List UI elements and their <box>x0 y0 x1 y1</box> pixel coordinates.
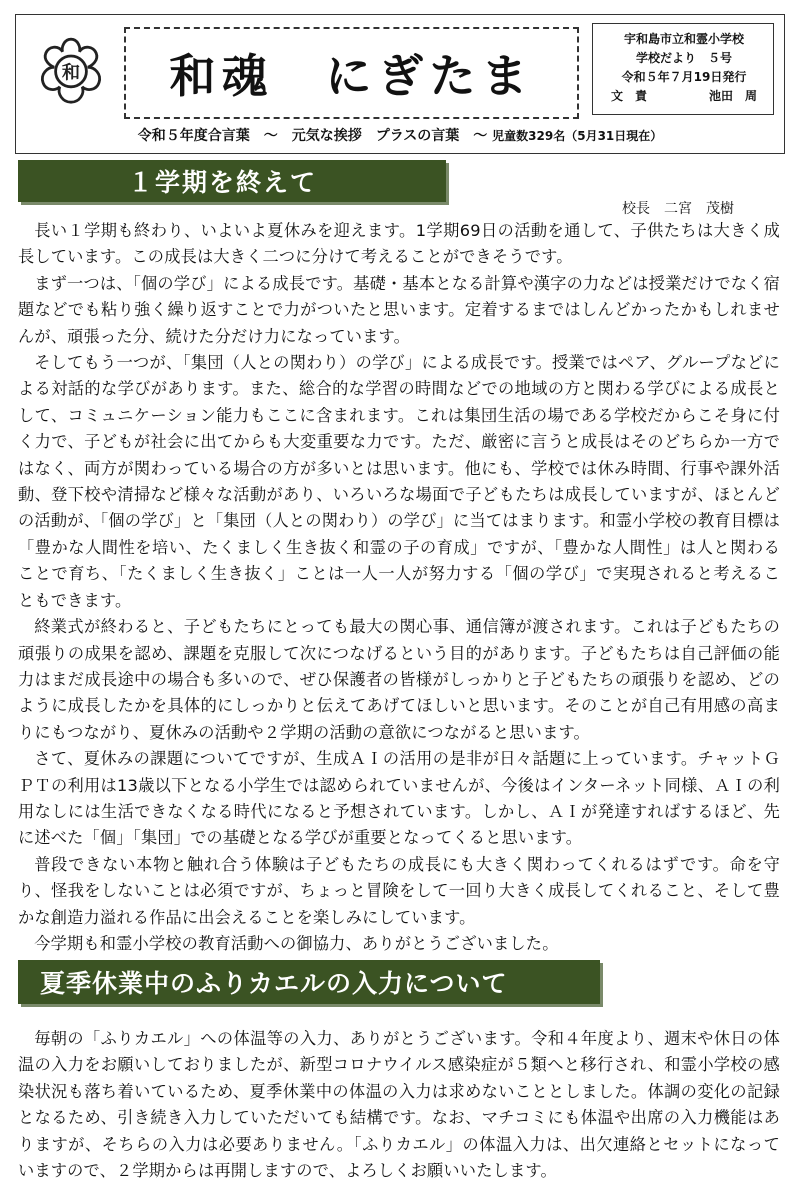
paragraph: 毎朝の「ふりカエル」への体温等の入力、ありがとうございます。令和４年度より、週末や休日の体温の入力をお願いしておりましたが、新型コロナウイルス感染症が５類へと移行され、和霊小学校の感染状況も落ち着いているため、夏季休業中の体温の入力は求めないこととしました。体調の変化の記録となるため、引き続き入力していただいても結構です。なお、マチコミにも体温や出席の入力機能はありますが、そちらの入力は必要ありません。「ふりカエル」の体温入力は、出欠連絡とセットになっていますので、２学期からは再開しますので、よろしくお願いいたします。 <box>18 1029 780 1181</box>
section-heading-text: 夏季休業中のふりカエルの入力について <box>40 969 508 998</box>
author-title: 校長 <box>622 201 650 217</box>
student-count: 児童数329名（5月31日現在） <box>492 129 663 143</box>
paragraph: 今学期も和霊小学校の教育活動への御協力、ありがとうございました。 <box>34 933 559 953</box>
author-name: 二宮 茂樹 <box>664 201 734 217</box>
article-furikaeru <box>18 1026 780 1184</box>
paragraph: 長い１学期も終わり、いよいよ夏休みを迎えます。1学期69日の活動を通して、子供たちは大きく成長しています。この成長は大きく二つに分けて考えることができそうです。 <box>18 221 780 267</box>
paragraph: さて、夏休みの課題についてですが、生成ＡＩの活用の是非が日々話題に上っています。チャットＧＰＴの利用は13歳以下となる小学生では認められていませんが、今後はインターネット同様、ＡＩの利用なしには生活できなくなる時代になると予想されています。しかし、ＡＩが発達すればするほど、先に述べた「個」「集団」での基礎となる学びが重要となってくると思います。 <box>18 749 780 848</box>
masthead <box>15 14 785 154</box>
section-heading-furikaeru <box>18 960 600 1004</box>
author-name: 池田 周 <box>708 89 757 103</box>
newsletter-title: 和魂 にぎたま <box>169 49 534 103</box>
article-author <box>622 198 734 218</box>
newsletter-number: 学校だより ５号 <box>635 51 732 65</box>
paragraph: 終業式が終わると、子どもたちにとっても最大の関心事、通信簿が渡されます。これは子どもたちの頑張りの成果を認め、課題を克服して次につなげるという目的があります。子どもたちは自己評価の能力はまだ成長途中の場合も多いので、ぜひ保護者の皆様がしっかりと子どもたちの頑張りを認め、どのように成長したかを具体的にしっかりと伝えてあげてほしいと思います。そのことが自己有用感の高まりにもつながり、夏休みの活動や２学期の活動の意欲につながると思います。 <box>18 617 780 742</box>
title-box <box>124 27 579 119</box>
issue-info <box>592 23 774 115</box>
article-term-end <box>18 218 780 957</box>
motto-text: 令和５年度合言葉 ～ 元気な挨拶 プラスの言葉 ～ <box>137 128 488 144</box>
paragraph: まず一つは、「個の学び」による成長です。基礎・基本となる計算や漢字の力などは授業だけでなく宿題などでも粘り強く繰り返すことで力がついたと思います。定着するまではしんどかったかもしれませんが、頑張った分、続けた分だけ力になっています。 <box>18 273 780 346</box>
school-emblem-icon <box>36 35 106 105</box>
paragraph: 普段できない本物と触れ合う体験は子どもたちの成長にも大きく関わってくれるはずです。命を守り、怪我をしないことは必須ですが、ちょっと冒険をして一回り大きく成長してくれること、そして豊かな創造力溢れる作品に出会えることを楽しみにしています。 <box>18 854 780 927</box>
school-name: 宇和島市立和霊小学校 <box>623 32 744 46</box>
svg-text:和: 和 <box>61 62 81 84</box>
author-line <box>601 87 767 106</box>
section-heading-term-end <box>18 160 446 202</box>
author-role: 文 責 <box>611 89 648 103</box>
paragraph: そしてもう一つが、「集団（人との関わり）の学び」による成長です。授業ではペア、グループなどによる対話的な学びがあります。また、総合的な学習の時間などでの地域の方と関わる学びによる成長として、コミュニケーション能力もここに含まれます。これは集団生活の場である学校だからこそ身に付く力で、子どもが社会に出てからも大変重要な力です。ただ、厳密に言うと成長はそのどちらか一方ではなく、両方が関わっている場合の方が多いとは思います。他にも、学校では休み時間、行事や課外活動、登下校や清掃など様々な活動があり、いろいろな場面で子どもたちは成長していますが、ほとんどの活動が、「個の学び」と「集団（人との関わり）の学び」に当てはまります。和霊小学校の教育目標は「豊かな人間性を培い、たくましく生き抜く和霊の子の育成」ですが、「豊かな人間性」は人と関わることで育ち、「たくましく生き抜く」ことは一人一人が努力する「個の学び」で実現されると考えることもできます。 <box>18 353 780 610</box>
section-heading-text: １学期を終えて <box>128 168 318 197</box>
issue-date: 令和５年７月19日発行 <box>621 70 747 84</box>
motto-line <box>16 125 784 145</box>
